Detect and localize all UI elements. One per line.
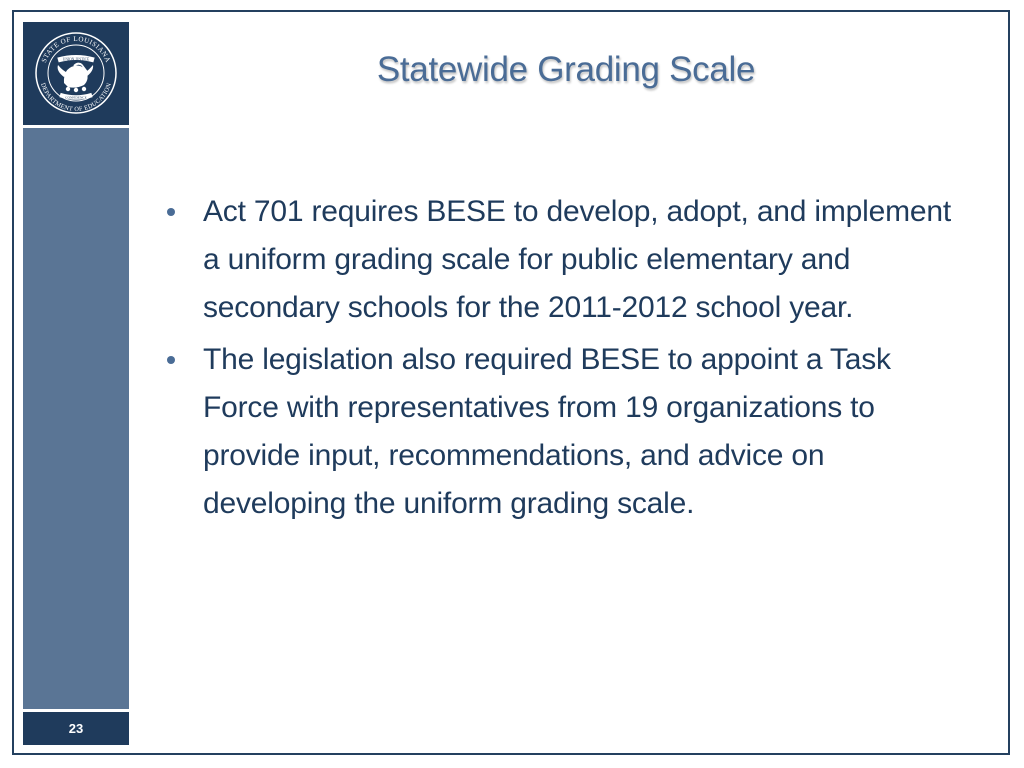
pelican-seal-icon xyxy=(30,29,122,118)
page-number: 23 xyxy=(68,721,84,736)
bullet-text: Act 701 requires BESE to develop, adopt, and implement a uniform grading scale for public elementary and secondary schools for the 2011-2012 school year. xyxy=(203,195,951,324)
bullet-list xyxy=(165,188,965,532)
bullet-dot-icon xyxy=(167,356,175,364)
slide-title: Statewide Grading Scale xyxy=(376,50,756,89)
bullet-item xyxy=(165,336,965,528)
bullet-dot-icon xyxy=(167,208,175,216)
seal-bottom-text: DEPARTMENT OF EDUCATION xyxy=(39,82,113,114)
bullet-text: The legislation also required BESE to appoint a Task Force with representatives from 19 organizations to provide input, recommendations, and advice on developing the uniform grading scale. xyxy=(203,343,891,520)
sidebar-bar xyxy=(23,128,129,709)
seal-banner-text: UNION JUSTICE xyxy=(62,57,90,62)
seal-motto-text: CONFIDENCE xyxy=(65,95,87,100)
bullet-item xyxy=(165,188,965,332)
seal-top-text: STATE OF LOUISIANA xyxy=(39,34,113,64)
page-number-box xyxy=(23,712,129,745)
